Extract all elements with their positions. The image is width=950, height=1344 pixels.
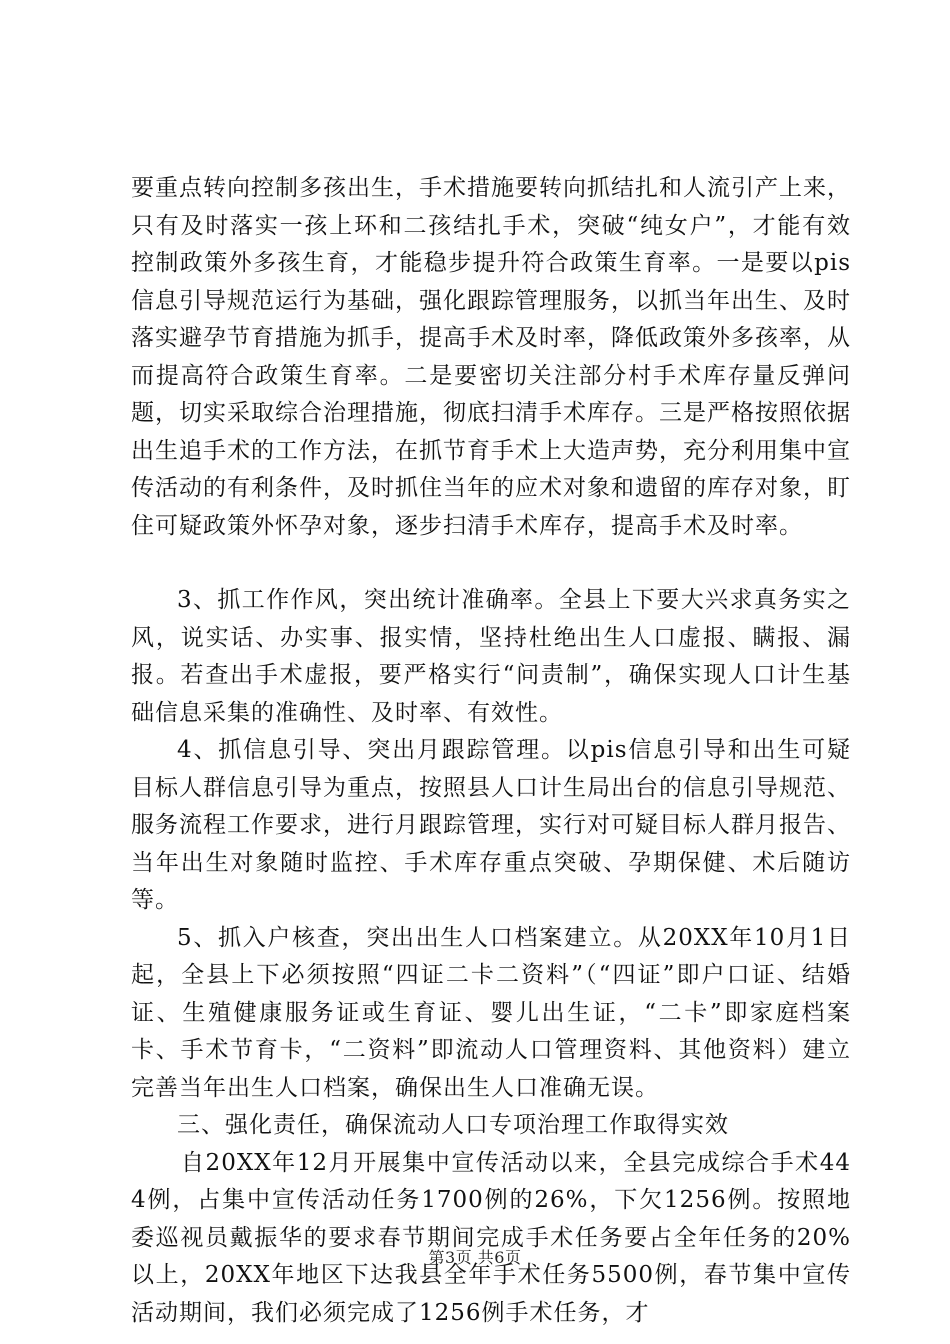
section-heading-3: 三、强化责任，确保流动人口专项治理工作取得实效 [177,1112,729,1138]
paragraph-section-3-body: 自20XX年12月开展集中宣传活动以来，全县完成综合手术444例，占集中宣传活动任务1700例的26%，下欠1256例。按照地委巡视员戴振华的要求春节期间完成手术任务要占全年任务的20%以上，20XX年地区下达我县全年手术任务5500例，春节集中宣传活动期间，我们必须完成了1256例手术任务，才 [131,1149,851,1326]
paragraph-item-5: 5、抓入户核查，突出出生人口档案建立。从20XX年10月1日起，全县上下必须按照“四证二卡二资料”（“四证”即户口证、结婚证、生殖健康服务证或生育证、婴儿出生证，“二卡”即家庭档案卡、手术节育卡，“二资料”即流动人口管理资料、其他资料）建立完善当年出生人口档案，确保出生人口准确无误。 [131,924,851,1101]
paragraph-continuation: 要重点转向控制多孩出生，手术措施要转向抓结扎和人流引产上来，只有及时落实一孩上环和二孩结扎手术，突破“纯女户”，才能有效控制政策外多孩生育，才能稳步提升符合政策生育率。一是要以pis信息引导规范运行为基础，强化跟踪管理服务，以抓当年出生、及时落实避孕节育措施为抓手，提高手术及时率，降低政策外多孩率，从而提高符合政策生育率。二是要密切关注部分村手术库存量反弹问题，切实采取综合治理措施，彻底扫清手术库存。三是严格按照依据出生追手术的工作方法，在抓节育手术上大造声势，充分利用集中宣传活动的有利条件，及时抓住当年的应术对象和遗留的库存对象，盯住可疑政策外怀孕对象，逐步扫清手术库存，提高手术及时率。 [131,175,851,539]
page-footer: 第3页 共6页 [428,1248,522,1267]
paragraph-item-3: 3、抓工作作风，突出统计准确率。全县上下要大兴求真务实之风，说实话、办实事、报实情，坚持杜绝出生人口虚报、瞒报、漏报。若查出手术虚报，要严格实行“问责制”，确保实现人口计生基础信息采集的准确性、及时率、有效性。 [131,587,851,726]
document-body [131,170,851,1332]
paragraph-gap [131,545,851,582]
paragraph-item-4: 4、抓信息引导、突出月跟踪管理。以pis信息引导和出生可疑目标人群信息引导为重点，按照县人口计生局出台的信息引导规范、服务流程工作要求，进行月跟踪管理，实行对可疑目标人群月报告、当年出生对象随时监控、手术库存重点突破、孕期保健、术后随访等。 [131,737,851,913]
